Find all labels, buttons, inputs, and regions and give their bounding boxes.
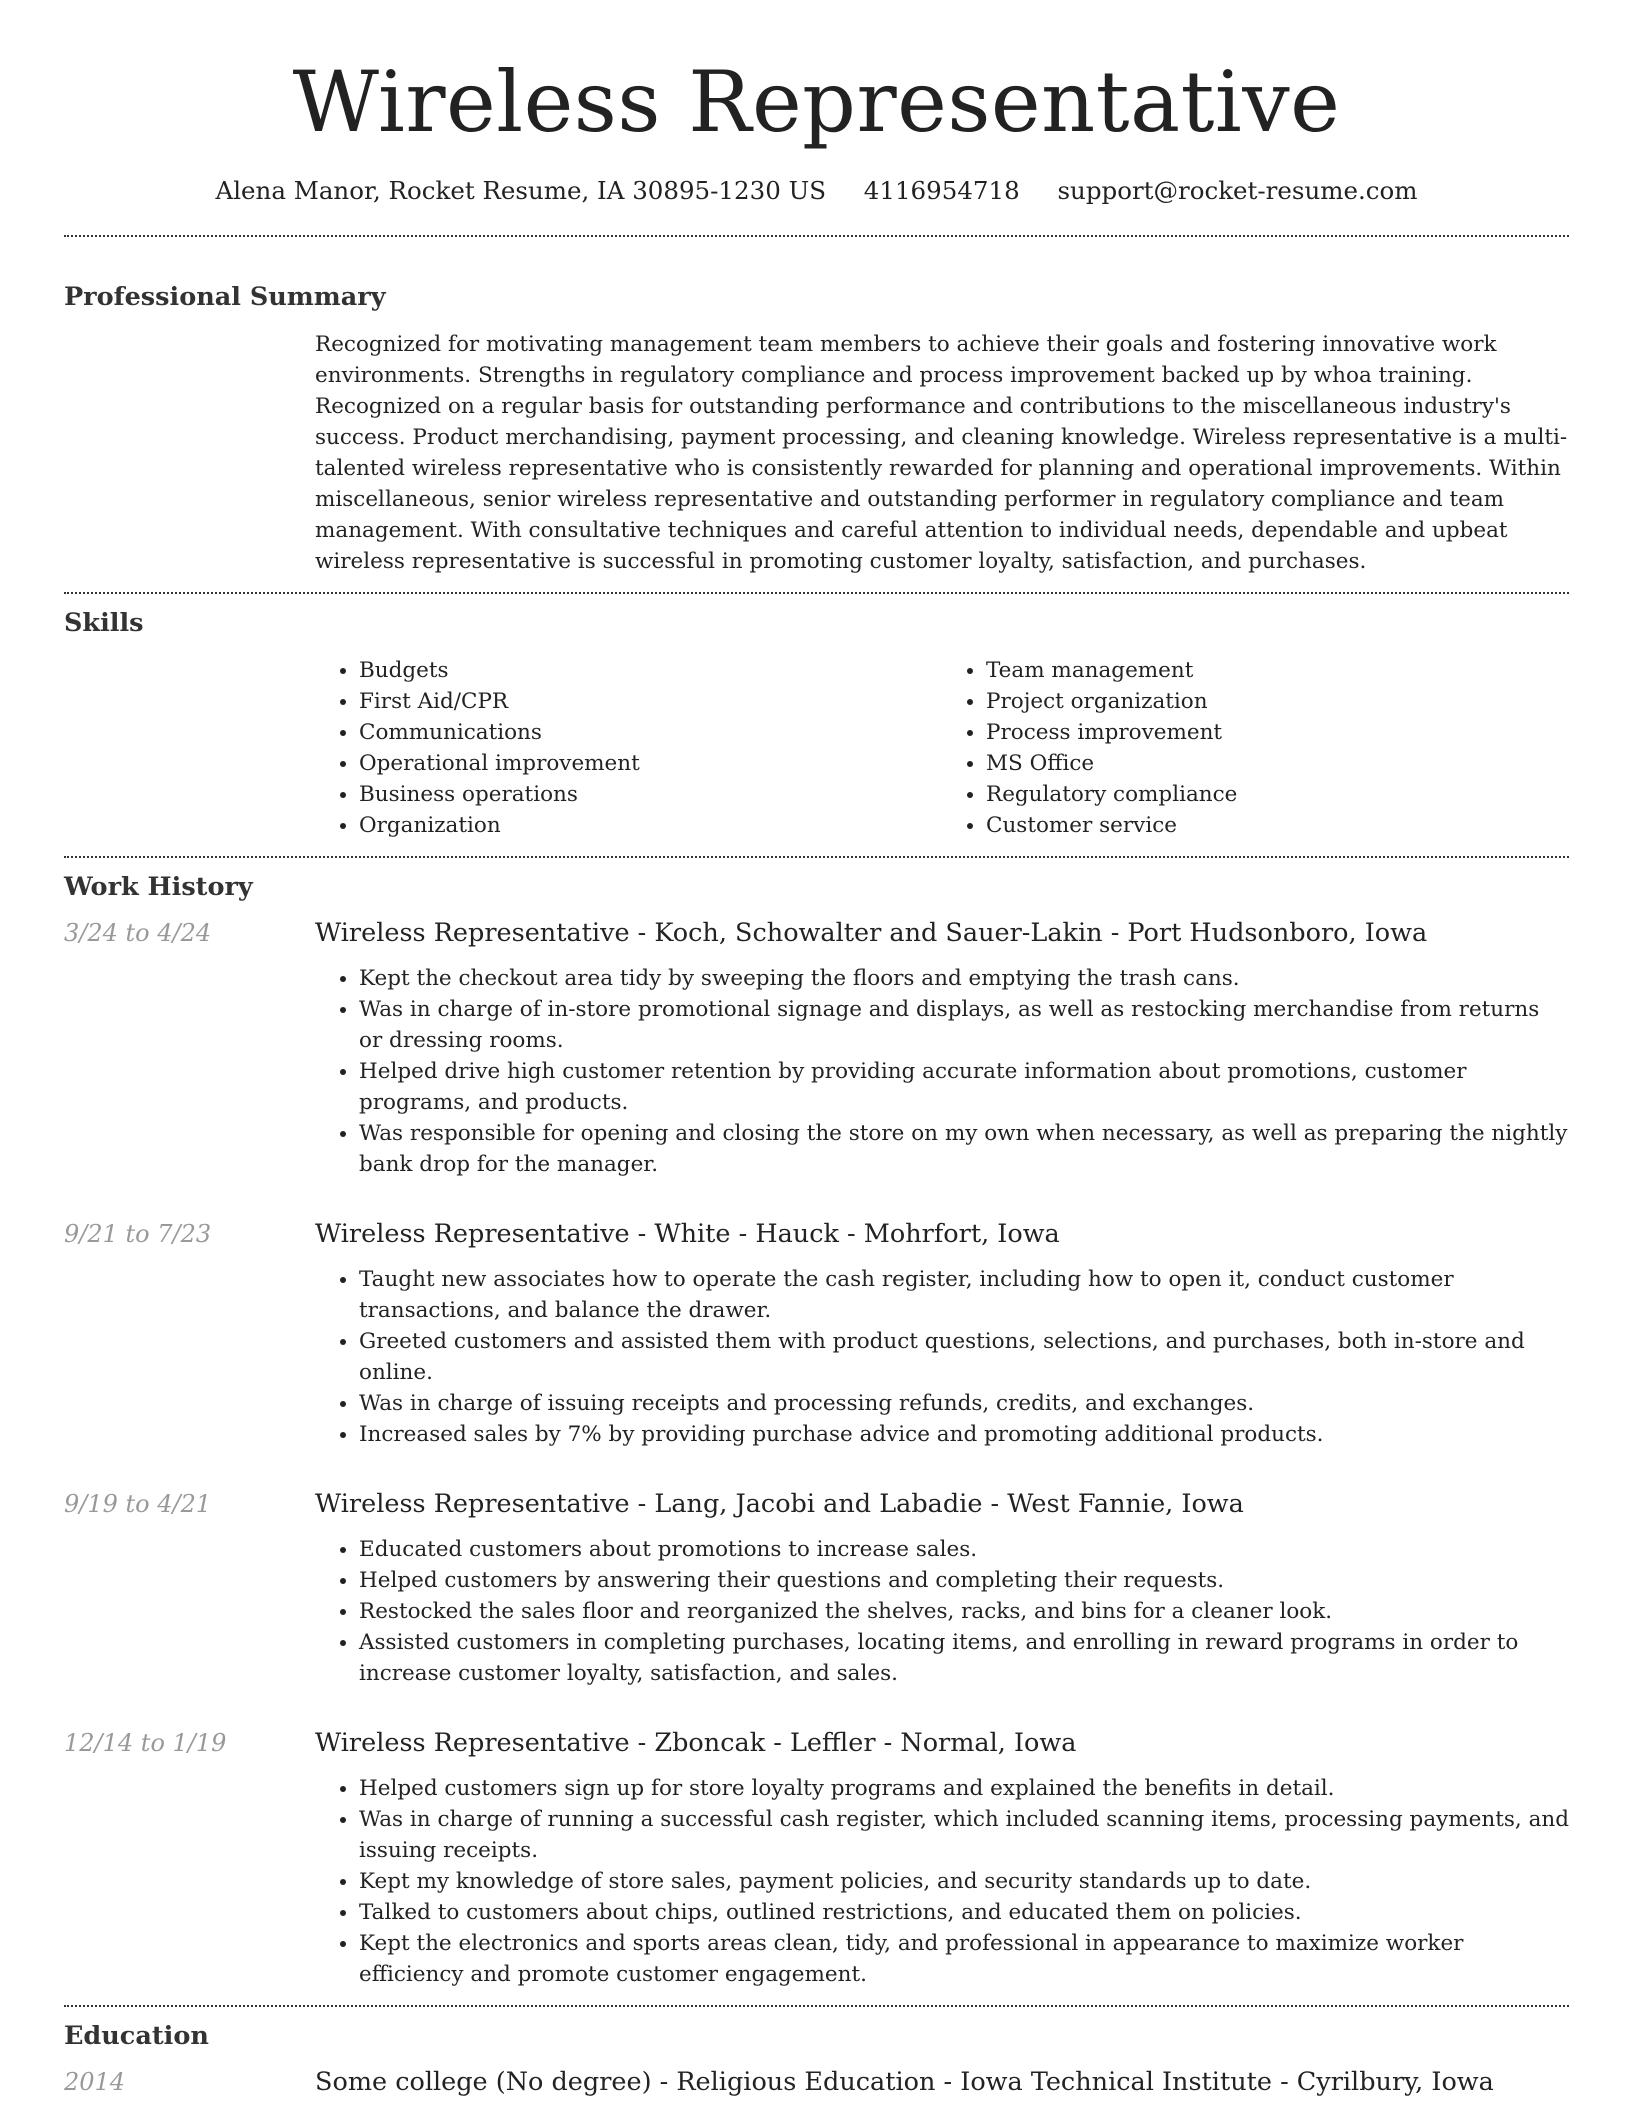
job-heading: Wireless Representative - Lang, Jacobi and Labadie - West Fannie, Iowa — [315, 1489, 1244, 1519]
section-title-skills: Skills — [64, 608, 144, 638]
education-section — [64, 2019, 1569, 2099]
job-bullet: • Was in charge of running a successful cash register, which included scanning items, processing payments, and issuing receipts. — [359, 1804, 1569, 1866]
job-heading: Wireless Representative - Koch, Schowalter and Sauer-Lakin - Port Hudsonboro, Iowa — [315, 918, 1428, 948]
section-title-education: Education — [64, 2021, 209, 2051]
skills-list — [315, 655, 1569, 841]
phone: 4116954718 — [863, 176, 1020, 205]
divider — [64, 2005, 1569, 2007]
skill-item: • First Aid/CPR — [359, 686, 942, 717]
skill-item: • Organization — [359, 810, 942, 841]
job-bullet: • Was in charge of issuing receipts and processing refunds, credits, and exchanges. — [359, 1388, 1569, 1419]
skill-item: • Business operations — [359, 779, 942, 810]
job-bullets — [315, 1773, 1569, 1990]
email[interactable]: support@rocket-resume.com — [1057, 176, 1418, 205]
summary-text: Recognized for motivating management team members to achieve their goals and fostering innovative work environments. Strengths in regulatory compliance and process improvement backed up by whoa training. Recognized on a regular basis for outstanding performance and contributions to the miscellaneous industry's success. Product merchandising, payment processing, and cleaning knowledge. Wireless representative is a multi-talented wireless representative who is consistently rewarded for planning and operational improvements. Within miscellaneous, senior wireless representative and outstanding performer in regulatory compliance and team management. With consultative techniques and careful attention to individual needs, dependable and upbeat wireless representative is successful in promoting customer loyalty, satisfaction, and purchases. — [315, 332, 1568, 574]
job-bullet: • Increased sales by 7% by providing purchase advice and promoting additional products. — [359, 1419, 1569, 1450]
job-entry — [64, 916, 1569, 1180]
job-dates: 3/24 to 4/24 — [64, 919, 212, 947]
skills-column-right — [942, 655, 1569, 841]
candidate-title: Wireless Representative — [292, 53, 1341, 151]
contact-line — [64, 174, 1569, 208]
job-bullet: • Was in charge of in-store promotional signage and displays, as well as restocking merchandise from returns or dressing rooms. — [359, 994, 1569, 1056]
skill-item: • MS Office — [986, 748, 1569, 779]
work-section — [64, 870, 1569, 1990]
job-entry — [64, 1217, 1569, 1450]
skills-column-left — [315, 655, 942, 841]
job-bullet: • Helped drive high customer retention by providing accurate information about promotions, customer programs, and products. — [359, 1056, 1569, 1118]
section-title-summary: Professional Summary — [64, 282, 386, 312]
job-entry — [64, 1487, 1569, 1689]
divider — [64, 235, 1569, 237]
job-bullet: • Taught new associates how to operate the cash register, including how to open it, conduct customer transactions, and balance the drawer. — [359, 1264, 1569, 1326]
job-bullet: • Educated customers about promotions to increase sales. — [359, 1534, 1569, 1565]
skills-section — [64, 606, 1569, 841]
education-heading: Some college (No degree) - Religious Education - Iowa Technical Institute - Cyrilbury, Iowa — [315, 2067, 1494, 2097]
job-bullet: • Greeted customers and assisted them with product questions, selections, and purchases, both in-store and online. — [359, 1326, 1569, 1388]
skill-item: • Budgets — [359, 655, 942, 686]
job-entry — [64, 1726, 1569, 1990]
job-dates: 9/21 to 7/23 — [64, 1220, 212, 1248]
job-bullet: • Talked to customers about chips, outlined restrictions, and educated them on policies. — [359, 1897, 1569, 1928]
job-bullet: • Helped customers sign up for store loyalty programs and explained the benefits in detail. — [359, 1773, 1569, 1804]
job-bullet: • Kept my knowledge of store sales, payment policies, and security standards up to date. — [359, 1866, 1569, 1897]
section-title-work: Work History — [64, 872, 253, 902]
job-bullets — [315, 963, 1569, 1180]
job-heading: Wireless Representative - Zboncak - Leffler - Normal, Iowa — [315, 1728, 1077, 1758]
job-bullet: • Kept the checkout area tidy by sweeping the floors and emptying the trash cans. — [359, 963, 1569, 994]
job-dates: 9/19 to 4/21 — [64, 1490, 212, 1518]
job-bullets — [315, 1264, 1569, 1450]
skill-item: • Operational improvement — [359, 748, 942, 779]
job-bullet: • Helped customers by answering their questions and completing their requests. — [359, 1565, 1569, 1596]
resume-page — [64, 0, 1569, 2099]
skill-item: • Project organization — [986, 686, 1569, 717]
job-bullets — [315, 1534, 1569, 1689]
summary-section — [64, 280, 1569, 577]
job-bullet: • Assisted customers in completing purchases, locating items, and enrolling in reward programs in order to increase customer loyalty, satisfaction, and sales. — [359, 1627, 1569, 1689]
divider — [64, 856, 1569, 858]
job-dates: 12/14 to 1/19 — [64, 1729, 227, 1757]
skill-item: • Customer service — [986, 810, 1569, 841]
skill-item: • Team management — [986, 655, 1569, 686]
job-heading: Wireless Representative - White - Hauck - Mohrfort, Iowa — [315, 1219, 1060, 1249]
address: Alena Manor, Rocket Resume, IA 30895-1230 US — [215, 176, 826, 205]
divider — [64, 592, 1569, 594]
skill-item: • Regulatory compliance — [986, 779, 1569, 810]
job-bullet: • Was responsible for opening and closing the store on my own when necessary, as well as preparing the nightly bank drop for the manager. — [359, 1118, 1569, 1180]
job-bullet: • Restocked the sales floor and reorganized the shelves, racks, and bins for a cleaner look. — [359, 1596, 1569, 1627]
job-bullet: • Kept the electronics and sports areas clean, tidy, and professional in appearance to maximize worker efficiency and promote customer engagement. — [359, 1928, 1569, 1990]
skill-item: • Process improvement — [986, 717, 1569, 748]
skill-item: • Communications — [359, 717, 942, 748]
education-entry — [64, 2065, 1569, 2099]
education-date: 2014 — [64, 2068, 126, 2096]
